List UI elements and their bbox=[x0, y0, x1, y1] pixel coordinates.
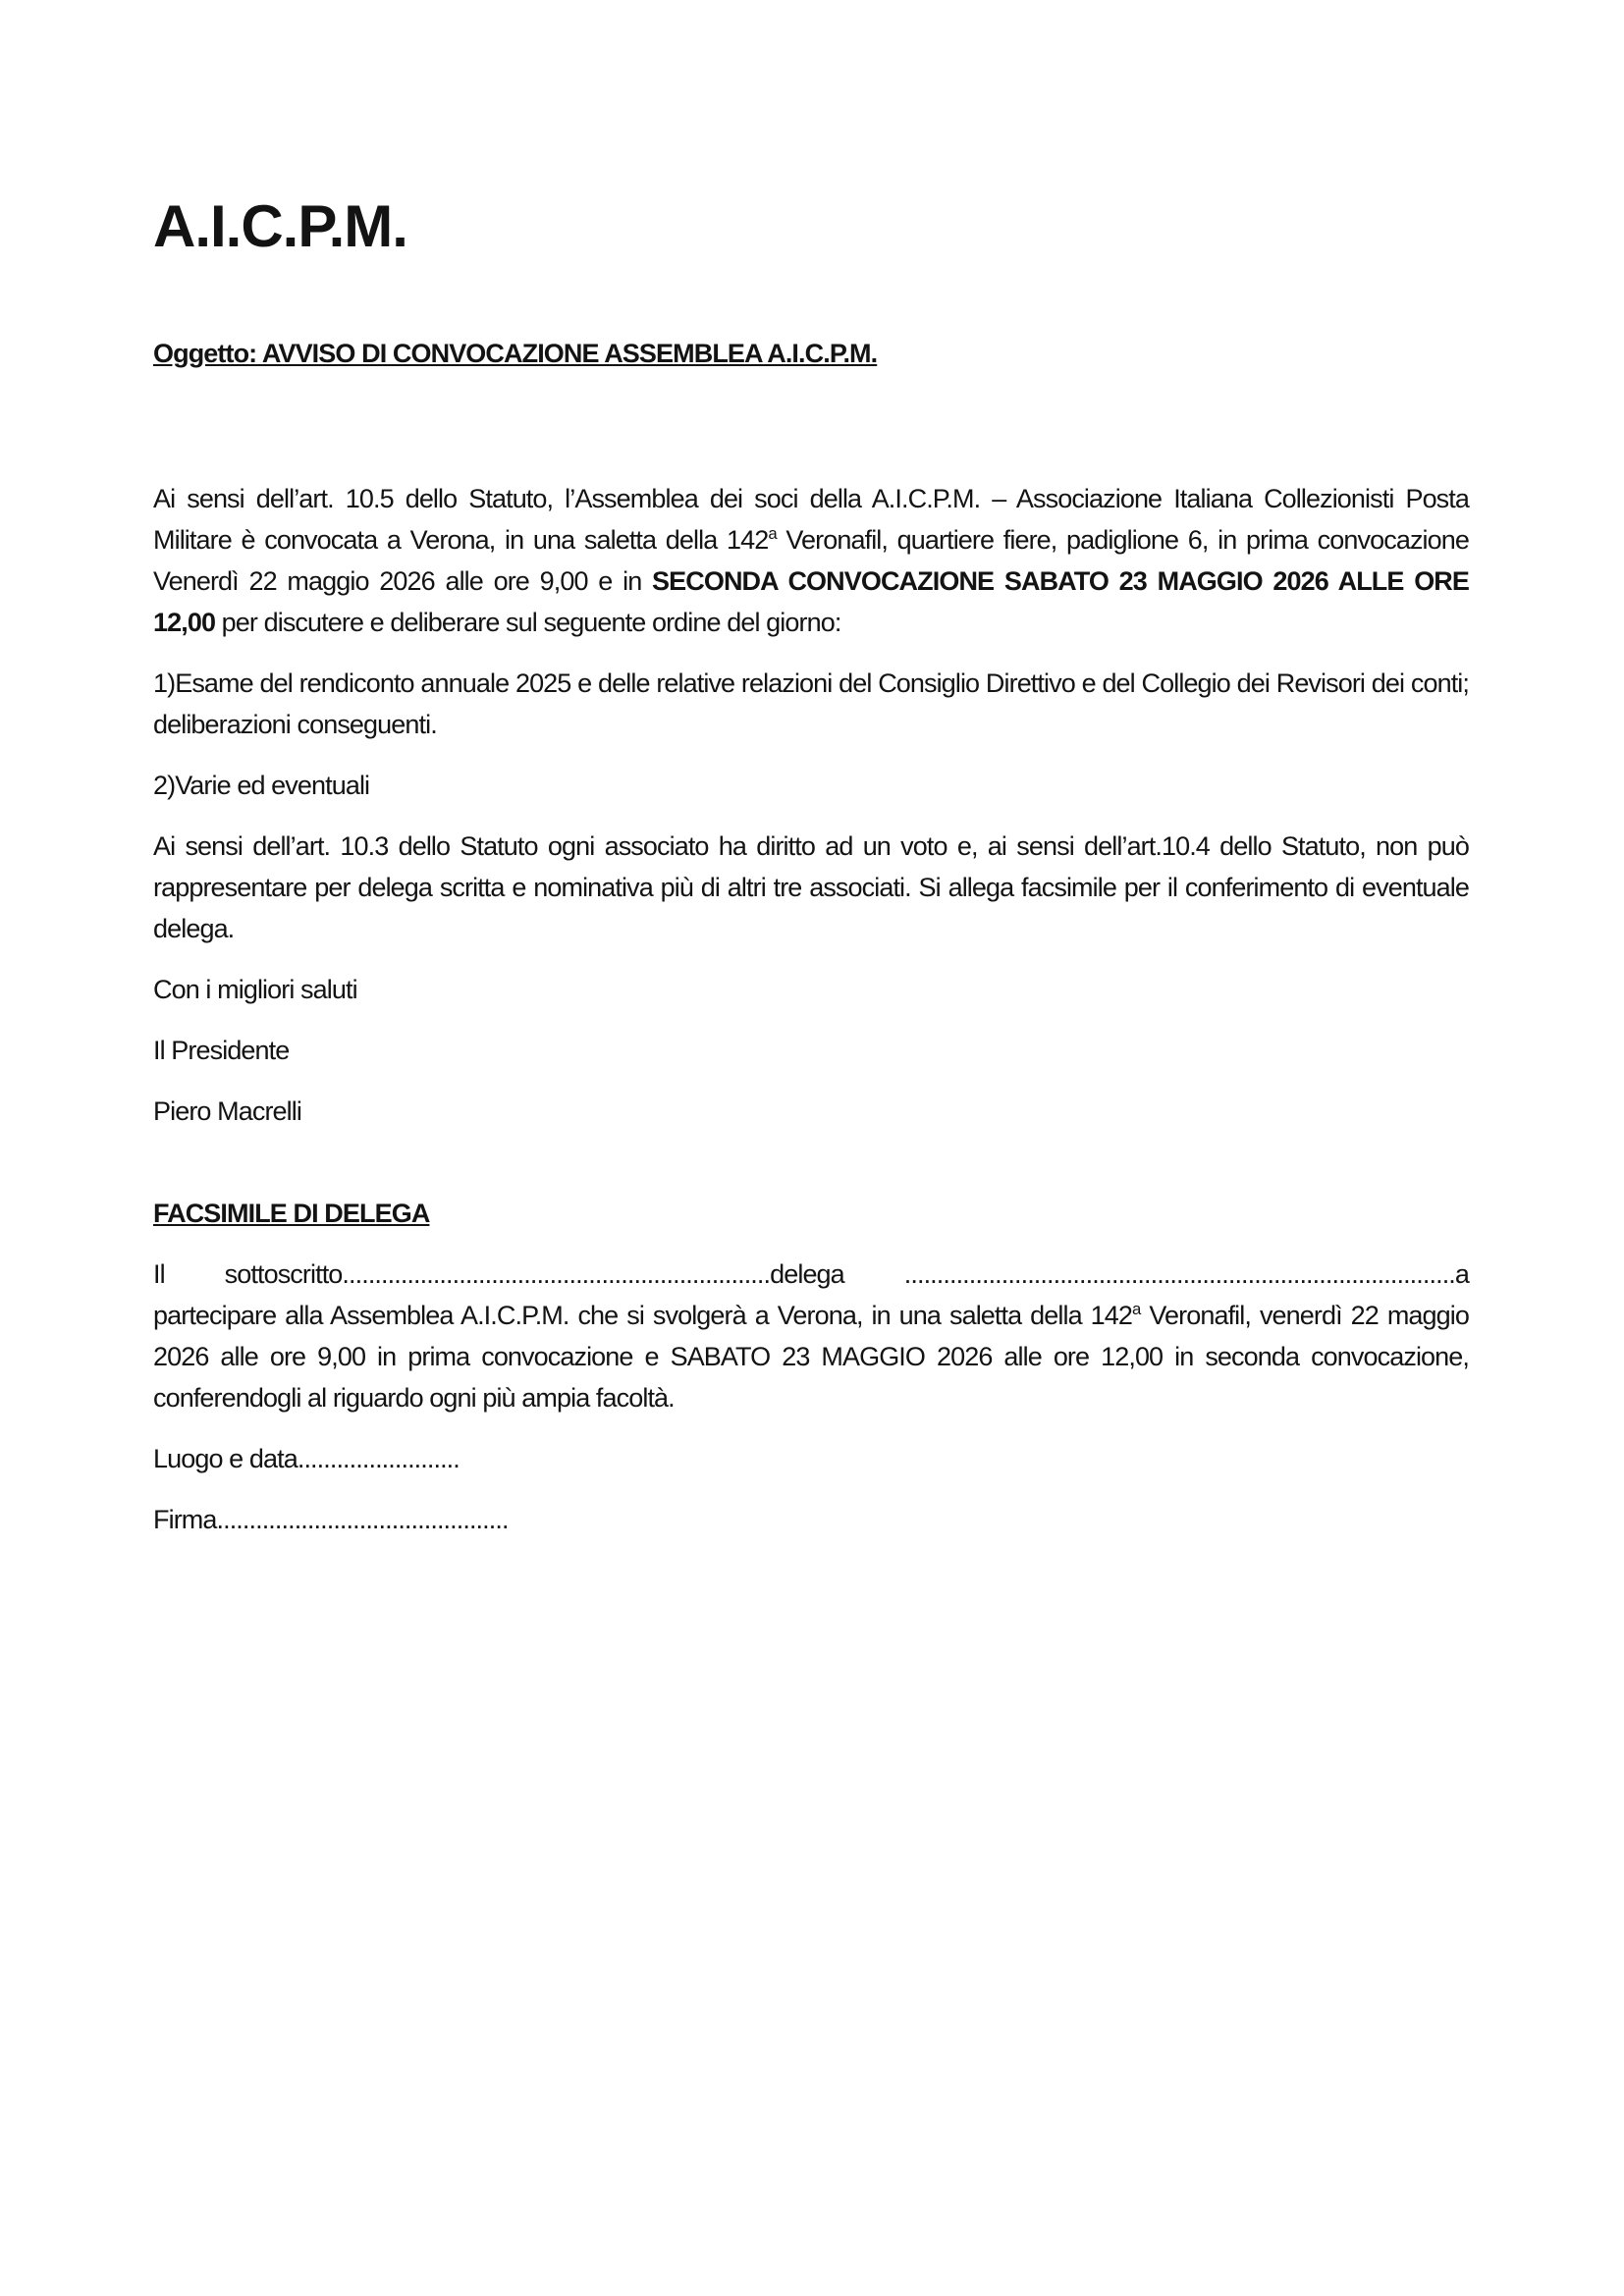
proxy-rules-paragraph: Ai sensi dell’art. 10.3 dello Statuto ogni associato ha diritto ad un voto e, ai sensi dell’art.10.4 dello Statuto, non può rappresentare per delega scritta e nominativa più di altri tre associati. Si allega facsimile per il conferimento di eventuale delega. bbox=[153, 831, 1469, 943]
subject-heading: Oggetto: AVVISO DI CONVOCAZIONE ASSEMBLEA A.I.C.P.M. bbox=[153, 339, 878, 368]
intro-paragraph: Ai sensi dell’art. 10.5 dello Statuto, l’Assemblea dei soci della A.I.C.P.M. – Associazione Italiana Collezionisti Posta Militare è convocata a Verona, in una saletta della 142$^a$ Veronafil, quartiere fiere, padiglione 6, in prima convocazione Venerdì 22 maggio 2026 alle ore 9,00 e in SECONDA CONVOCAZIONE SABATO 23 MAGGIO 2026 ALLE ORE 12,00 per discutere e deliberare sul seguente ordine del giorno: bbox=[153, 484, 1469, 637]
facsimile-heading: FACSIMILE DI DELEGA bbox=[153, 1199, 430, 1228]
signer-role: Il Presidente bbox=[153, 1036, 290, 1065]
signature-line: Firma............................................. bbox=[153, 1505, 509, 1534]
place-date-line: Luogo e data......................... bbox=[153, 1444, 460, 1473]
agenda-item-2: 2)Varie ed eventuali bbox=[153, 771, 370, 800]
document-title: A.I.C.P.M. bbox=[153, 193, 407, 259]
salutation: Con i migliori saluti bbox=[153, 975, 357, 1004]
signer-name: Piero Macrelli bbox=[153, 1096, 301, 1126]
proxy-form-paragraph: Il sottoscritto..................................................................delega .....................................................................................a partecipare alla Assemblea A.I.C.P.M. che si svolgerà a Verona, in una saletta della 142$^a$ Veronafil, venerdì 22 maggio 2026 alle ore 9,00 in prima convocazione e SABATO 23 MAGGIO 2026 alle ore 12,00 in seconda convocazione, conferendogli al riguardo ogni più ampia facoltà. bbox=[153, 1259, 1470, 1413]
agenda-item-1: 1)Esame del rendiconto annuale 2025 e delle relative relazioni del Consiglio Direttivo e del Collegio dei Revisori dei conti; deliberazioni conseguenti. bbox=[153, 668, 1469, 739]
